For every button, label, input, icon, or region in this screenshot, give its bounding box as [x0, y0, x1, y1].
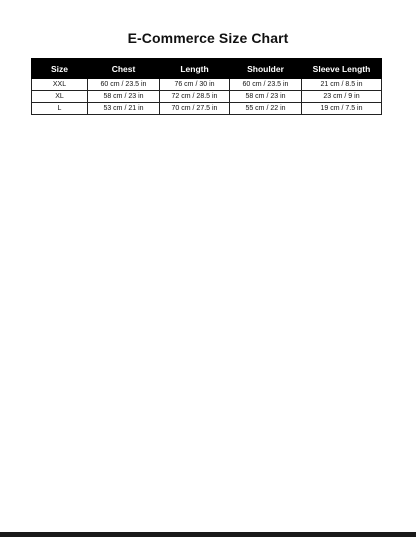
table-header-row: [32, 59, 382, 79]
table-row: [32, 103, 382, 115]
cell-sleeve-length: 23 cm / 9 in: [302, 91, 382, 103]
table-row: [32, 91, 382, 103]
cell-length: 72 cm / 28.5 in: [160, 91, 230, 103]
cell-shoulder: 60 cm / 23.5 in: [230, 79, 302, 91]
cell-size: L: [32, 103, 88, 115]
cell-chest: 60 cm / 23.5 in: [88, 79, 160, 91]
cell-chest: 53 cm / 21 in: [88, 103, 160, 115]
cell-shoulder: 55 cm / 22 in: [230, 103, 302, 115]
cell-sleeve-length: 21 cm / 8.5 in: [302, 79, 382, 91]
cell-shoulder: 58 cm / 23 in: [230, 91, 302, 103]
cell-size: XXL: [32, 79, 88, 91]
header-size: Size: [32, 59, 88, 79]
table-row: [32, 79, 382, 91]
cell-sleeve-length: 19 cm / 7.5 in: [302, 103, 382, 115]
cell-length: 70 cm / 27.5 in: [160, 103, 230, 115]
page-title: E-Commerce Size Chart: [127, 30, 289, 46]
header-chest: Chest: [88, 59, 160, 79]
header-shoulder: Shoulder: [230, 59, 302, 79]
cell-size: XL: [32, 91, 88, 103]
cell-length: 76 cm / 30 in: [160, 79, 230, 91]
cell-chest: 58 cm / 23 in: [88, 91, 160, 103]
header-length: Length: [160, 59, 230, 79]
header-sleeve-length: Sleeve Length: [302, 59, 382, 79]
bottom-edge-bar: [0, 532, 416, 537]
size-chart-table: [31, 58, 382, 115]
